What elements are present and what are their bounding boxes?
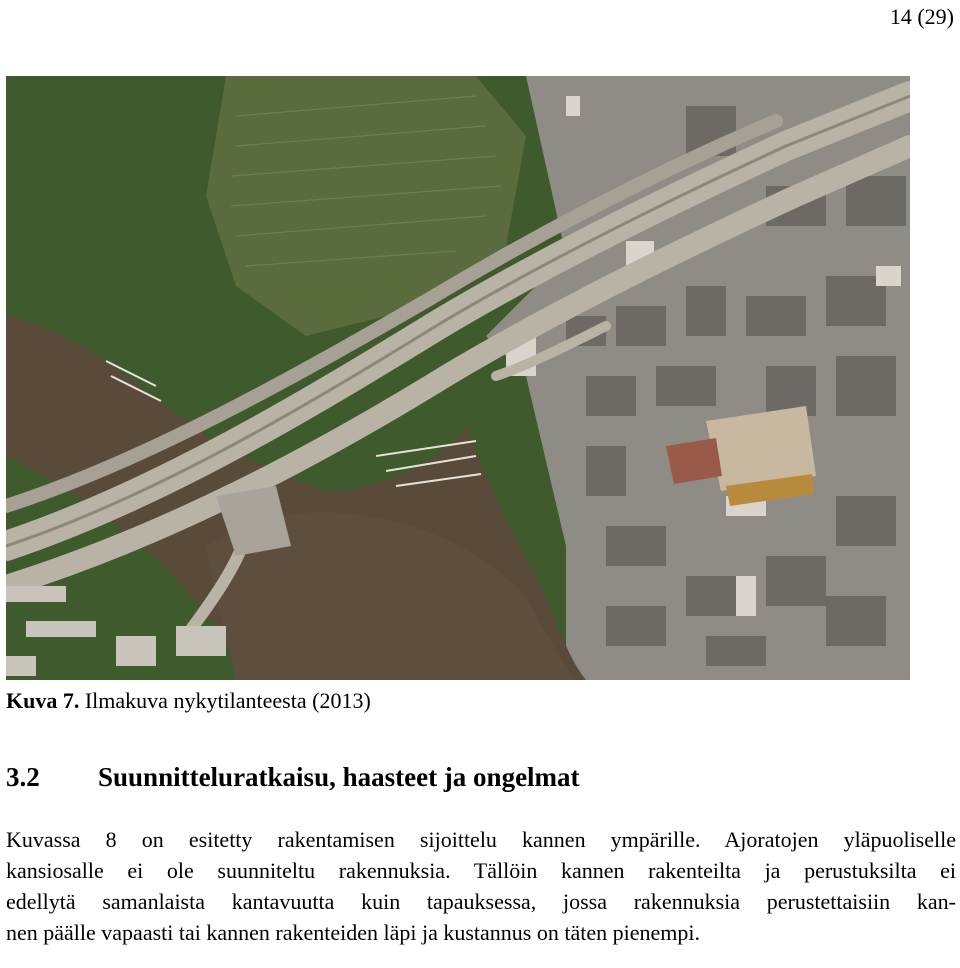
page-number: 14 (29)	[889, 4, 954, 29]
paragraph-line: edellytä samanlaista kantavuutta kuin tapauksessa, jossa rakennuksia perustettaisiin kan-	[6, 889, 956, 914]
figure-caption	[6, 688, 371, 714]
section-number: 3.2	[6, 762, 40, 792]
aerial-photo	[6, 76, 910, 680]
section-title: Suunnitteluratkaisu, haasteet ja ongelmat	[98, 762, 580, 792]
paragraph-line: kansiosalle ei ole suunniteltu rakennuksia. Tällöin kannen rakenteilta ja perustuksilta ei	[6, 858, 956, 883]
figure-label: Kuva 7.	[6, 688, 80, 713]
section-heading	[6, 762, 580, 793]
paragraph-line: Kuvassa 8 on esitetty rakentamisen sijoittelu kannen ympärille. Ajoratojen yläpuoliselle	[6, 827, 956, 852]
figure-caption-text: Ilmakuva nykytilanteesta (2013)	[84, 688, 371, 713]
paragraph-line: nen päälle vapaasti tai kannen rakenteiden läpi ja kustannus on täten pienempi.	[6, 920, 700, 945]
body-paragraph	[6, 824, 956, 948]
